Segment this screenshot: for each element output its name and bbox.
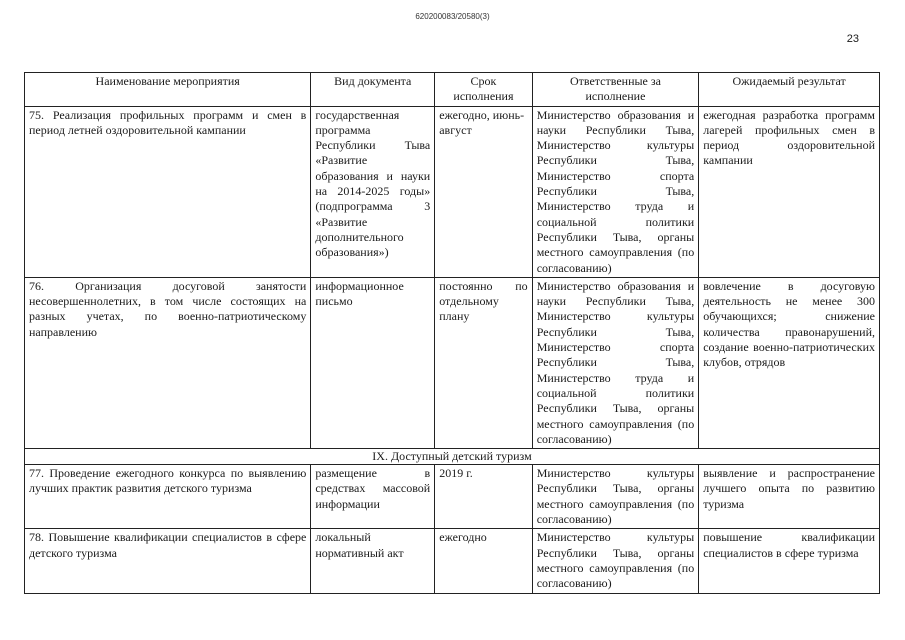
column-header-result: Ожидаемый результат [699,73,880,107]
document-id: 620200083/20580(3) [415,12,490,21]
deadline: ежегодно [435,529,532,593]
deadline: ежегодно, июнь-август [435,106,532,277]
responsible: Министерство образования и науки Республики Тыва, Министерство культуры Республики Тыва, Министерство спорта Республики Тыва, Министерство труда и социальной политики Республики Тыва, органы местного самоуправления (по согласованию) [532,106,699,277]
doc-type: локальный нормативный акт [311,529,435,593]
expected-result: повышение квалификации специалистов в сфере туризма [699,529,880,593]
event-name: 76. Организация досуговой занятости несовершеннолетних, в том числе состоящих на разных учетах, по военно-патриотическому направлению [25,277,311,448]
event-name: 77. Проведение ежегодного конкурса по выявлению лучших практик развития детского туризма [25,465,311,529]
page-number: 23 [846,33,859,45]
table-row [25,106,880,277]
events-table [24,72,880,594]
column-header-deadline: Срок исполнения [435,73,532,107]
deadline: 2019 г. [435,465,532,529]
responsible: Министерство культуры Республики Тыва, органы местного самоуправления (по согласованию) [532,529,699,593]
expected-result: вовлечение в досуговую деятельность не менее 300 обучающихся; снижение количества правонарушений, создание военно-патриотических клубов, отрядов [699,277,880,448]
expected-result: выявление и распространение лучшего опыта по развитию туризма [699,465,880,529]
section-row [25,449,880,465]
column-header-name: Наименование мероприятия [25,73,311,107]
expected-result: ежегодная разработка программ лагерей профильных смен в период оздоровительной кампании [699,106,880,277]
table-row [25,277,880,448]
section-title: IX. Доступный детский туризм [25,449,880,465]
doc-type: информационное письмо [311,277,435,448]
column-header-doc-type: Вид документа [311,73,435,107]
event-name: 78. Повышение квалификации специалистов в сфере детского туризма [25,529,311,593]
responsible: Министерство культуры Республики Тыва, органы местного самоуправления (по согласованию) [532,465,699,529]
event-name: 75. Реализация профильных программ и смен в период летней оздоровительной кампании [25,106,311,277]
deadline: постоянно по отдельному плану [435,277,532,448]
column-header-responsible: Ответственные за исполнение [532,73,699,107]
table-row [25,529,880,593]
responsible: Министерство образования и науки Республики Тыва, Министерство культуры Республики Тыва, Министерство спорта Республики Тыва, Министерство труда и социальной политики Республики Тыва, органы местного самоуправления (по согласованию) [532,277,699,448]
doc-type: государственная программа Республики Тыва «Развитие образования и науки на 2014-2025 годы» (подпрограмма 3 «Развитие дополнительного образования») [311,106,435,277]
table-row [25,465,880,529]
doc-type: размещение в средствах массовой информации [311,465,435,529]
table-header-row [25,73,880,107]
